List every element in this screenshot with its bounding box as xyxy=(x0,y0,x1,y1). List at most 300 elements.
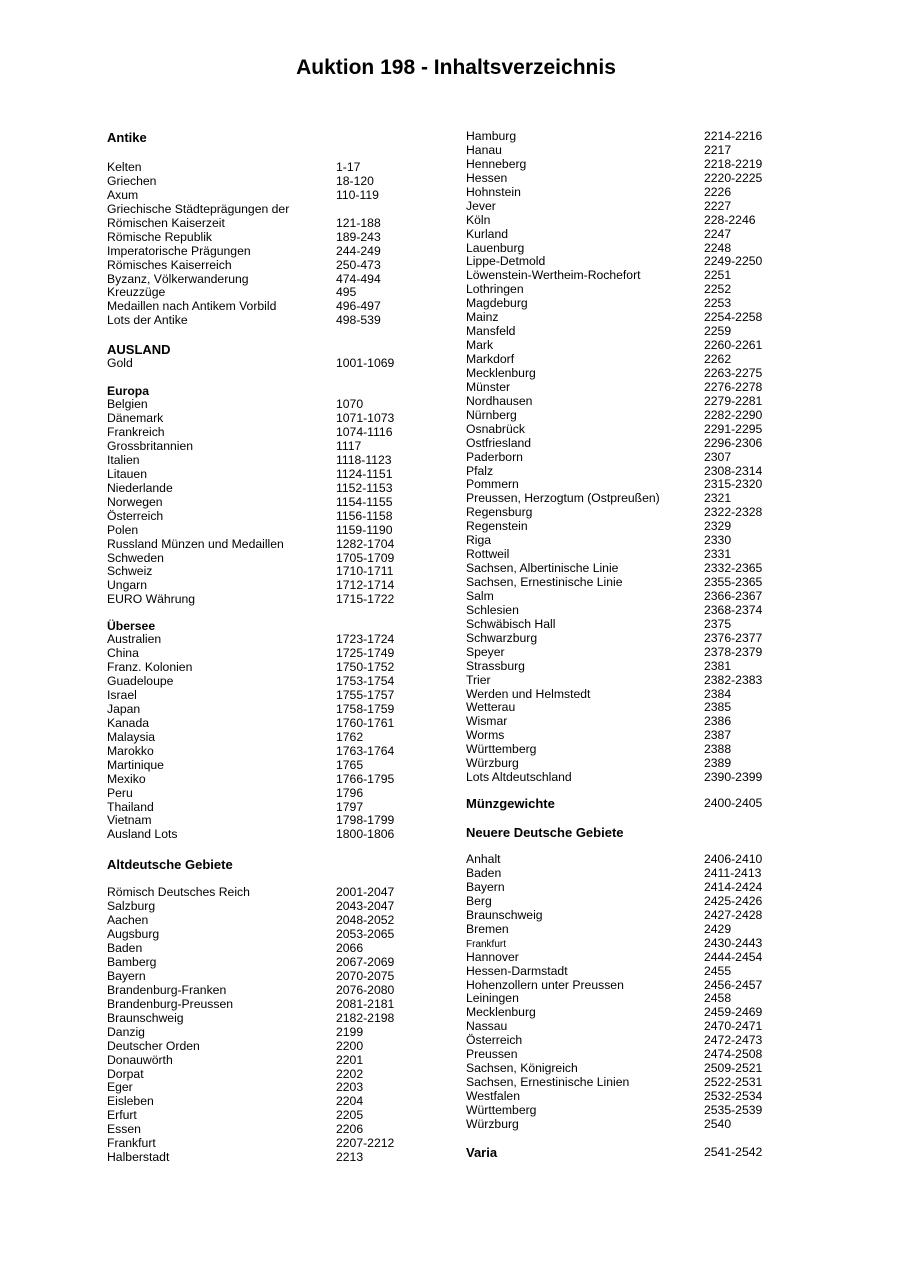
list-item xyxy=(107,510,427,524)
subsection-heading-uebersee: Übersee xyxy=(107,619,156,634)
entry-name: Malaysia xyxy=(107,729,156,744)
list-item xyxy=(466,1062,786,1076)
entry-lot-range: 2260-2261 xyxy=(704,338,763,353)
section-heading-ausland: AUSLAND xyxy=(107,342,171,358)
entry-name: Japan xyxy=(107,701,141,716)
entry-lot-range: 2200 xyxy=(336,1038,364,1053)
list-item xyxy=(466,478,786,492)
entry-name: Dorpat xyxy=(107,1066,144,1081)
list-item xyxy=(466,381,786,395)
list-item xyxy=(107,161,427,175)
entry-name: Baden xyxy=(107,941,143,956)
entry-lot-range: 1282-1704 xyxy=(336,536,395,551)
entry-lot-range: 2522-2531 xyxy=(704,1075,763,1090)
list-item xyxy=(107,689,427,703)
entry-lot-range: 2378-2379 xyxy=(704,644,763,659)
list-item xyxy=(107,538,427,552)
list-item xyxy=(466,1006,786,1020)
entry-lot-range: 1766-1795 xyxy=(336,771,395,786)
entry-name: Brandenburg-Franken xyxy=(107,982,227,997)
list-item xyxy=(466,1090,786,1104)
entry-lot-range: 1798-1799 xyxy=(336,813,395,828)
entry-name: Augsburg xyxy=(107,927,160,942)
list-item xyxy=(466,283,786,297)
entry-lot-range: 2066 xyxy=(336,941,364,956)
entry-name: Sachsen, Ernestinische Linien xyxy=(466,1075,630,1090)
entry-name: Schweden xyxy=(107,550,164,565)
entry-name: Regenstein xyxy=(466,519,528,534)
list-item xyxy=(466,409,786,423)
entry-lot-range: 1762 xyxy=(336,729,364,744)
list-item xyxy=(107,773,427,787)
entry-name: Speyer xyxy=(466,644,505,659)
list-item xyxy=(107,886,427,900)
list-item xyxy=(466,297,786,311)
entry-name: Frankfurt xyxy=(466,938,507,950)
entry-lot-range: 2332-2365 xyxy=(704,561,763,576)
entry-lot-range: 2259 xyxy=(704,324,732,339)
entry-lot-range: 1796 xyxy=(336,785,364,800)
list-item xyxy=(107,175,427,189)
list-item xyxy=(107,1068,427,1082)
entry-lot-range: 2388 xyxy=(704,742,732,757)
entry-lot-range: 2213 xyxy=(336,1150,364,1165)
list-item xyxy=(107,565,427,579)
entry-lot-range: 2202 xyxy=(336,1066,364,1081)
entry-name: Litauen xyxy=(107,466,147,481)
list-item xyxy=(466,618,786,632)
entry-name: Essen xyxy=(107,1122,141,1137)
list-item xyxy=(107,314,427,328)
list-item xyxy=(107,496,427,510)
list-item xyxy=(107,956,427,970)
entry-name: Anhalt xyxy=(466,852,501,867)
section-heading-altdeutsche: Altdeutsche Gebiete xyxy=(107,857,233,873)
list-item xyxy=(107,675,427,689)
entry-name: Frankfurt xyxy=(107,1136,156,1151)
entry-name: Kreuzzüge xyxy=(107,285,166,300)
list-item xyxy=(107,454,427,468)
list-item xyxy=(466,158,786,172)
list-item xyxy=(466,1020,786,1034)
list-item xyxy=(107,914,427,928)
entry-name: Polen xyxy=(107,522,139,537)
list-item xyxy=(466,715,786,729)
entry-name: Österreich xyxy=(107,508,164,523)
entry-name: Aachen xyxy=(107,913,149,928)
entry-lot-range: 2204 xyxy=(336,1094,364,1109)
list-item xyxy=(466,771,786,785)
list-item xyxy=(466,895,786,909)
entry-lot-range: 1152-1153 xyxy=(336,480,393,495)
entry-name: Nürnberg xyxy=(466,407,517,422)
entry-name: Dänemark xyxy=(107,411,164,426)
entry-lot-range: 2321 xyxy=(704,491,732,506)
list-item xyxy=(466,269,786,283)
entry-name: Sachsen, Königreich xyxy=(466,1061,578,1076)
list-item xyxy=(107,1026,427,1040)
list-item xyxy=(107,1151,427,1165)
entry-name: Kurland xyxy=(466,226,509,241)
entry-name: Hessen xyxy=(466,170,508,185)
entry-lot-range: 2429 xyxy=(704,921,732,936)
entry-lot-range: 2315-2320 xyxy=(704,477,763,492)
entry-name: Strassburg xyxy=(466,658,525,673)
entry-lot-range: 1159-1190 xyxy=(336,522,393,537)
entry-lot-range: 2076-2080 xyxy=(336,982,395,997)
entry-lot-range: 2081-2181 xyxy=(336,996,395,1011)
entry-name: Grossbritannien xyxy=(107,439,194,453)
entry-name: Lots der Antike xyxy=(107,313,188,328)
entry-name: Bayern xyxy=(107,968,146,983)
list-item xyxy=(107,1012,427,1026)
entry-name: Halberstadt xyxy=(107,1150,170,1165)
entry-name: Riga xyxy=(466,533,492,548)
entry-name: Gold xyxy=(107,356,133,371)
list-item xyxy=(466,172,786,186)
entry-name: Hessen-Darmstadt xyxy=(466,963,568,978)
list-item xyxy=(466,242,786,256)
entry-lot-range: 2470-2471 xyxy=(704,1019,763,1034)
entry-lot-range: 2214-2216 xyxy=(704,129,763,143)
entry-name: Mecklenburg xyxy=(466,1005,536,1020)
list-item xyxy=(107,593,427,607)
list-item xyxy=(466,646,786,660)
entry-name: Worms xyxy=(466,728,505,743)
entry-name: Lauenburg xyxy=(466,240,525,255)
entry-name: Römische Republik xyxy=(107,229,212,244)
entry-lot-range: 1753-1754 xyxy=(336,674,395,689)
entry-lot-range: 1723-1724 xyxy=(336,632,395,647)
entry-name: Henneberg xyxy=(466,156,527,171)
entry-name: Martinique xyxy=(107,757,164,772)
list-item xyxy=(466,144,786,158)
list-item xyxy=(466,909,786,923)
entry-name: Preussen, Herzogtum (Ostpreußen) xyxy=(466,491,660,506)
entry-lot-range: 2048-2052 xyxy=(336,913,395,928)
entry-name: Baden xyxy=(466,866,502,880)
entry-lot-range: 2329 xyxy=(704,519,732,534)
subsection-heading-europa: Europa xyxy=(107,384,149,399)
entry-name: Mainz xyxy=(466,310,499,325)
entry-lot-range: 2203 xyxy=(336,1080,364,1095)
entry-name: Wismar xyxy=(466,714,508,729)
list-item xyxy=(107,942,427,956)
entry-name: Axum xyxy=(107,187,139,202)
section-heading-neuere: Neuere Deutsche Gebiete xyxy=(466,825,624,841)
entry-lot-range: 1071-1073 xyxy=(336,411,395,426)
list-item xyxy=(107,552,427,566)
list-item xyxy=(107,731,427,745)
entry-name: Nassau xyxy=(466,1019,508,1034)
entry-name: Brandenburg-Preussen xyxy=(107,996,234,1011)
entry-lot-range: 2540 xyxy=(704,1116,732,1131)
entry-lot-range: 1118-1123 xyxy=(336,452,392,467)
entry-lot-range: 2206 xyxy=(336,1122,364,1137)
list-item xyxy=(466,1034,786,1048)
entry-lot-range: 2262 xyxy=(704,352,732,366)
list-item xyxy=(107,1081,427,1095)
list-item xyxy=(466,1104,786,1118)
entry-lot-range: 2199 xyxy=(336,1024,364,1039)
entry-name: Pfalz xyxy=(466,463,494,478)
entry-name: Griechische Städteprägungen der xyxy=(107,201,290,216)
entry-lot-range: 2252 xyxy=(704,282,732,297)
entry-lot-range: 1760-1761 xyxy=(336,715,395,730)
list-item xyxy=(107,998,427,1012)
list-item xyxy=(466,534,786,548)
list-item xyxy=(466,660,786,674)
entry-lot-range: 2444-2454 xyxy=(704,949,763,964)
entry-name: Römischen Kaiserzeit xyxy=(107,215,225,230)
entry-lot-range: 2308-2314 xyxy=(704,463,763,478)
list-item xyxy=(107,661,427,675)
entry-name: Löwenstein-Wertheim-Rochefort xyxy=(466,268,641,283)
entry-name: Thailand xyxy=(107,799,154,814)
entry-lot-range: 2509-2521 xyxy=(704,1061,763,1076)
entry-name: Hohenzollern unter Preussen xyxy=(466,977,624,992)
entry-lot-range: 2385 xyxy=(704,700,732,715)
entry-lot-range: 2248 xyxy=(704,240,732,255)
list-item xyxy=(466,674,786,688)
list-item xyxy=(466,451,786,465)
entry-name: Schwarzburg xyxy=(466,630,538,645)
varia-label: Varia xyxy=(466,1144,498,1160)
list-item xyxy=(466,701,786,715)
entry-name: Frankreich xyxy=(107,425,165,440)
list-item xyxy=(466,729,786,743)
entry-name: Ungarn xyxy=(107,578,147,593)
entry-lot-range: 2456-2457 xyxy=(704,977,763,992)
list-item xyxy=(466,367,786,381)
list-item xyxy=(107,245,427,259)
list-item xyxy=(466,325,786,339)
entry-lot-range: 2182-2198 xyxy=(336,1010,395,1025)
entry-name: Guadeloupe xyxy=(107,674,174,689)
entry-lot-range: 1705-1709 xyxy=(336,550,395,565)
entry-lot-range: 1124-1151 xyxy=(336,466,393,481)
entry-name: Erfurt xyxy=(107,1108,137,1123)
entry-name: Belgien xyxy=(107,397,148,412)
entry-lot-range: 496-497 xyxy=(336,299,381,314)
entry-lot-range: 2472-2473 xyxy=(704,1033,763,1048)
entry-lot-range: 2381 xyxy=(704,658,732,673)
entry-lot-range: 1-17 xyxy=(336,160,361,174)
entry-lot-range: 2535-2539 xyxy=(704,1102,763,1117)
entry-lot-range: 2376-2377 xyxy=(704,630,763,645)
list-item xyxy=(107,801,427,815)
entry-name: Sachsen, Ernestinische Linie xyxy=(466,575,623,589)
list-item xyxy=(466,937,786,951)
entry-lot-range: 1755-1757 xyxy=(336,688,395,702)
entry-name: Imperatorische Prägungen xyxy=(107,243,251,258)
list-item xyxy=(466,520,786,534)
entry-lot-range: 1154-1155 xyxy=(336,494,393,509)
entry-name: China xyxy=(107,646,139,661)
list-item xyxy=(466,1076,786,1090)
entry-name: Mecklenburg xyxy=(466,365,536,380)
entry-name: Braunschweig xyxy=(107,1010,184,1025)
list-item xyxy=(466,200,786,214)
entry-name: Schwäbisch Hall xyxy=(466,616,556,631)
entry-name: Hannover xyxy=(466,949,519,964)
entry-name: Preussen xyxy=(466,1047,518,1062)
entry-lot-range: 2406-2410 xyxy=(704,852,763,867)
entry-name: Lots Altdeutschland xyxy=(466,770,572,785)
entry-lot-range: 2355-2365 xyxy=(704,575,763,589)
entry-lot-range: 2455 xyxy=(704,963,732,978)
entry-name: Österreich xyxy=(466,1033,523,1048)
entry-name: Münster xyxy=(466,379,511,394)
entry-name: Würzburg xyxy=(466,756,519,771)
entry-lot-range: 2254-2258 xyxy=(704,310,763,325)
entry-lot-range: 1156-1158 xyxy=(336,508,393,523)
section-heading-antike: Antike xyxy=(107,130,147,145)
list-item xyxy=(107,412,427,426)
section-heading-muenzgewichte xyxy=(466,796,786,811)
list-item xyxy=(107,828,427,842)
uebersee-list xyxy=(107,633,427,842)
entry-name: Würzburg xyxy=(466,1116,519,1131)
list-item xyxy=(466,576,786,590)
entry-name: Römisch Deutsches Reich xyxy=(107,885,250,900)
list-item xyxy=(107,759,427,773)
entry-lot-range: 2366-2367 xyxy=(704,588,763,603)
list-item xyxy=(466,311,786,325)
list-item xyxy=(466,632,786,646)
entry-lot-range: 250-473 xyxy=(336,257,381,272)
entry-name: Hanau xyxy=(466,142,502,157)
altdeutsche-list xyxy=(107,886,427,1165)
entry-lot-range: 18-120 xyxy=(336,173,374,188)
list-item xyxy=(466,743,786,757)
entry-lot-range: 2249-2250 xyxy=(704,254,763,269)
entry-lot-range: 2217 xyxy=(704,142,732,157)
entry-lot-range: 2279-2281 xyxy=(704,393,763,408)
list-item xyxy=(107,357,427,371)
list-item xyxy=(107,1137,427,1151)
list-item xyxy=(107,633,427,647)
antike-list xyxy=(107,161,427,328)
entry-name: Hohnstein xyxy=(466,184,521,199)
entry-lot-range: 110-119 xyxy=(336,187,379,202)
list-item xyxy=(107,468,427,482)
entry-lot-range: 2251 xyxy=(704,268,732,283)
list-item xyxy=(466,506,786,520)
entry-name: Pommern xyxy=(466,477,519,492)
list-item xyxy=(466,437,786,451)
entry-name: Leiningen xyxy=(466,991,519,1006)
entry-lot-range: 2386 xyxy=(704,714,732,729)
list-item xyxy=(466,923,786,937)
list-item xyxy=(466,853,786,867)
list-item xyxy=(466,688,786,702)
entry-name: Lippe-Detmold xyxy=(466,254,546,269)
entry-name: Kanada xyxy=(107,715,150,730)
entry-name: Osnabrück xyxy=(466,421,525,436)
entry-lot-range: 495 xyxy=(336,285,357,300)
entry-lot-range: 2384 xyxy=(704,686,732,701)
entry-name: Rottweil xyxy=(466,547,510,562)
entry-lot-range: 121-188 xyxy=(336,215,381,230)
list-item xyxy=(107,814,427,828)
list-item xyxy=(107,524,427,538)
varia-value: 2541-2542 xyxy=(704,1144,763,1159)
entry-name: Salzburg xyxy=(107,899,156,914)
list-item xyxy=(466,562,786,576)
list-item xyxy=(466,604,786,618)
list-item xyxy=(466,255,786,269)
entry-name: Römisches Kaiserreich xyxy=(107,257,232,272)
entry-name: Ostfriesland xyxy=(466,435,532,450)
entry-lot-range: 474-494 xyxy=(336,271,381,286)
entry-name: Mexiko xyxy=(107,771,146,786)
entry-name: Sachsen, Albertinische Linie xyxy=(466,561,619,576)
list-item xyxy=(107,1095,427,1109)
list-item xyxy=(466,992,786,1006)
entry-name: Magdeburg xyxy=(466,296,528,311)
entry-name: Berg xyxy=(466,893,492,908)
entry-lot-range: 2247 xyxy=(704,226,732,241)
list-item xyxy=(107,703,427,717)
entry-name: Australien xyxy=(107,632,162,647)
list-item xyxy=(107,647,427,661)
entry-lot-range: 2067-2069 xyxy=(336,955,395,969)
entry-lot-range: 2331 xyxy=(704,547,732,562)
entry-lot-range: 2425-2426 xyxy=(704,893,763,908)
list-item xyxy=(107,1109,427,1123)
list-item xyxy=(107,984,427,998)
entry-name: Deutscher Orden xyxy=(107,1038,200,1053)
list-item xyxy=(107,426,427,440)
list-item xyxy=(107,928,427,942)
entry-lot-range: 2430-2443 xyxy=(704,935,763,950)
entry-name: Werden und Helmstedt xyxy=(466,686,591,701)
section-heading-varia xyxy=(466,1145,786,1160)
list-item xyxy=(107,273,427,287)
entry-lot-range: 1715-1722 xyxy=(336,592,395,607)
entry-lot-range: 2070-2075 xyxy=(336,968,395,983)
entry-name: Nordhausen xyxy=(466,393,533,408)
entry-lot-range: 1070 xyxy=(336,397,364,412)
entry-name: Niederlande xyxy=(107,480,173,495)
list-item xyxy=(107,189,427,203)
entry-lot-range: 2387 xyxy=(704,728,732,743)
entry-name: Schweiz xyxy=(107,564,153,579)
entry-name: Bamberg xyxy=(107,955,157,969)
entry-name: Byzanz, Völkerwanderung xyxy=(107,271,249,286)
entry-lot-range: 1797 xyxy=(336,799,364,814)
list-item xyxy=(466,339,786,353)
entry-name: Trier xyxy=(466,672,491,687)
entry-name: Russland Münzen und Medaillen xyxy=(107,536,284,551)
ausland-list xyxy=(107,357,427,371)
entry-lot-range: 2276-2278 xyxy=(704,379,763,394)
europa-list xyxy=(107,398,427,607)
entry-lot-range: 2207-2212 xyxy=(336,1136,395,1151)
entry-lot-range: 1800-1806 xyxy=(336,827,395,842)
list-item xyxy=(466,1118,786,1132)
entry-name: Franz. Kolonien xyxy=(107,660,193,675)
entry-lot-range: 2375 xyxy=(704,616,732,631)
list-item xyxy=(466,548,786,562)
entry-lot-range: 2307 xyxy=(704,449,732,464)
list-item xyxy=(107,482,427,496)
entry-lot-range: 1765 xyxy=(336,757,364,772)
entry-name: Norwegen xyxy=(107,494,163,509)
entry-lot-range: 2053-2065 xyxy=(336,927,395,942)
entry-name: Marokko xyxy=(107,743,154,758)
